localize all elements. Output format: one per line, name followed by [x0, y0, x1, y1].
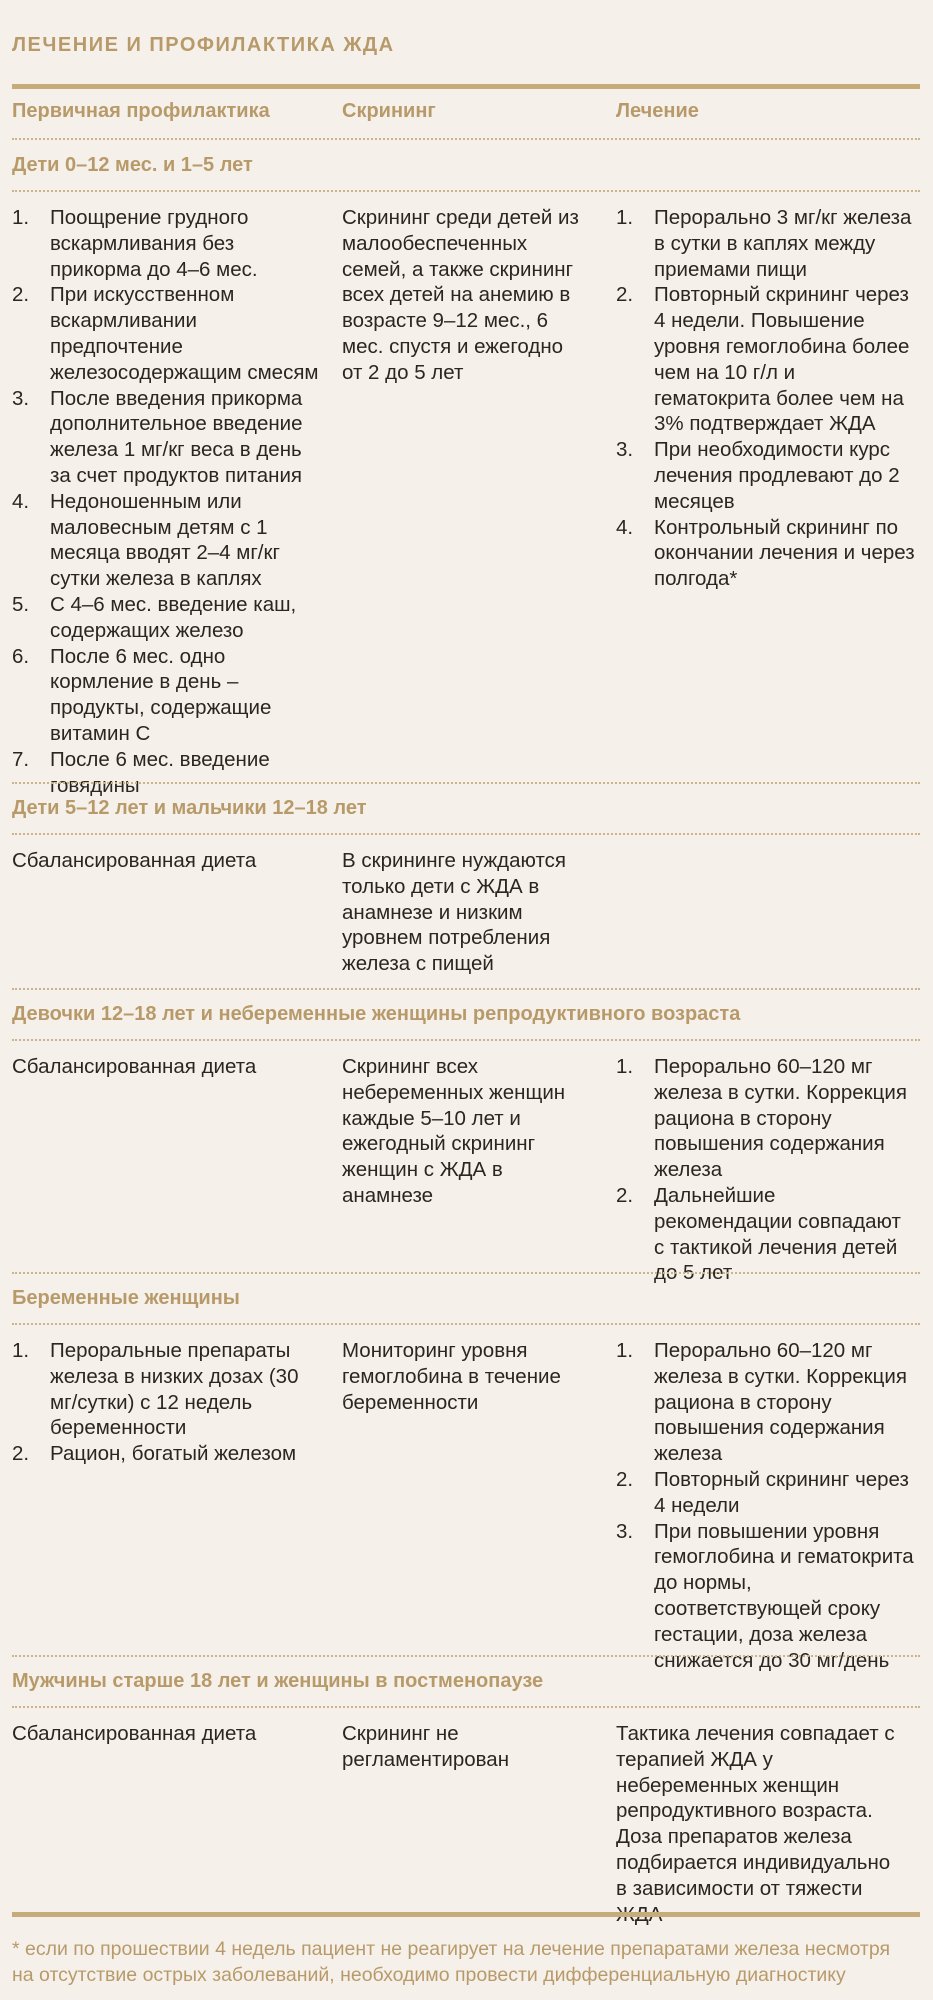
- column-header-prevention: Первичная профилактика: [12, 100, 270, 122]
- divider: [12, 1323, 920, 1325]
- divider: [12, 988, 920, 990]
- divider: [12, 1655, 920, 1657]
- prevention-cell-men-postmenopause: Сбалансированная диета: [12, 1722, 257, 1745]
- footnote: * если по прошествии 4 недель пациент не реагирует на лечение препаратами железа несмотря на отсутствие острых заболеваний, необходимо провести дифференциальную диагностику: [12, 1938, 891, 1986]
- list-item: 2. Повторный скрининг через 4 недели: [616, 1467, 909, 1517]
- list-item: 6. После 6 мес. одно кормление в день – продукты, содержащие витамин С: [12, 644, 272, 745]
- divider: [12, 833, 920, 835]
- treatment-cell-girls-women: [616, 1054, 916, 1286]
- screening-cell-men-postmenopause: Скрининг не регламентирован: [342, 1722, 510, 1771]
- screening-cell-children-5-12: В скрининге нуждаются только дети с ЖДА в анамнезе и низким уровнем потребления железа с пищей: [342, 849, 566, 976]
- list-item: 1. Пероральные препараты железа в низких дозах (30 мг/сутки) с 12 недель беременности: [12, 1339, 299, 1440]
- list-item: 7. После 6 мес. введение говядины: [12, 747, 270, 797]
- list-item: 1. Перорально 60–120 мг железа в сутки. Коррекция рациона в сторону повышения содержания железа: [616, 1339, 907, 1466]
- list-item: 2. При искусственном вскармливании предпочтение железосодержащим смесям: [12, 283, 319, 384]
- column-header-treatment: Лечение: [616, 100, 699, 122]
- list-item: 2. Рацион, богатый железом: [12, 1442, 297, 1466]
- divider: [12, 138, 920, 140]
- list-item: 2. Повторный скрининг через 4 недели. Повышение уровня гемоглобина более чем на 10 г/л и гематокрита более чем на 3% подтверждает ЖДА: [616, 283, 910, 436]
- list-item: 3. При необходимости курс лечения продлевают до 2 месяцев: [616, 438, 900, 513]
- screening-cell-girls-women: Скрининг всех небеременных женщин каждые 5–10 лет и ежегодный скрининг женщин с ЖДА в анамнезе: [342, 1055, 566, 1207]
- screening-cell-children-0-5: Скрининг среди детей из малообеспеченных семей, а также скрининг всех детей на анемию в возрасте 9–12 мес., 6 мес. спустя и ежегодно от 2 до 5 лет: [342, 206, 579, 384]
- treatment-cell-pregnant: [616, 1338, 916, 1673]
- prevention-cell-girls-women: Сбалансированная диета: [12, 1055, 257, 1078]
- list-item: 3. После введения прикорма дополнительное введение железа 1 мг/кг веса в день за счет продуктов питания: [12, 386, 303, 487]
- table-bottom-rule: [12, 1912, 920, 1917]
- prevention-cell-children-5-12: Сбалансированная диета: [12, 849, 257, 872]
- prevention-cell-pregnant: [12, 1338, 312, 1467]
- column-header-screening: Скрининг: [342, 100, 436, 122]
- list-item: 1. Перорально 60–120 мг железа в сутки. Коррекция рациона в сторону повышения содержания железа: [616, 1055, 907, 1182]
- section-title-children-5-12: Дети 5–12 лет и мальчики 12–18 лет: [12, 797, 367, 819]
- page-title: ЛЕЧЕНИЕ И ПРОФИЛАКТИКА ЖДА: [12, 34, 395, 56]
- list-item: 3. При повышении уровня гемоглобина и гематокрита до нормы, соответствующей сроку гестации, доза железа снижается до 30 мг/день: [616, 1519, 914, 1672]
- divider: [12, 1272, 920, 1274]
- divider: [12, 1039, 920, 1041]
- list-item: 2. Дальнейшие рекомендации совпадают с тактикой лечения детей до 5 лет: [616, 1183, 901, 1285]
- divider: [12, 190, 920, 192]
- section-title-pregnant: Беременные женщины: [12, 1287, 240, 1309]
- screening-cell-pregnant: Мониторинг уровня гемоглобина в течение беременности: [342, 1339, 561, 1414]
- list-item: 1. Перорально 3 мг/кг железа в сутки в каплях между приемами пищи: [616, 206, 912, 281]
- list-item: 1. Поощрение грудного вскармливания без прикорма до 4–6 мес.: [12, 206, 258, 281]
- list-item: 4. Недоношенным или маловесным детям с 1 месяца вводят 2–4 мг/кг сутки железа в каплях: [12, 489, 280, 591]
- list-item: 4. Контрольный скрининг по окончании лечения и через полгода*: [616, 515, 915, 591]
- treatment-cell-men-postmenopause: Тактика лечения совпадает с терапией ЖДА у небеременных женщин репродуктивного возраста. Доза препаратов железа подбирается индивидуально в зависимости от тяжести: [616, 1722, 895, 1900]
- section-title-girls-women: Девочки 12–18 лет и небеременные женщины репродуктивного возраста: [12, 1003, 741, 1025]
- section-title-children-0-5: Дети 0–12 мес. и 1–5 лет: [12, 154, 253, 176]
- list-item: 5. С 4–6 мес. введение каш, содержащих железо: [12, 592, 297, 642]
- header-top-rule: [12, 84, 920, 89]
- treatment-cell-children-0-5: [616, 205, 916, 592]
- divider: [12, 782, 920, 784]
- prevention-cell-children-0-5: [12, 205, 322, 798]
- section-title-men-postmenopause: Мужчины старше 18 лет и женщины в постменопаузе: [12, 1670, 544, 1692]
- divider: [12, 1706, 920, 1708]
